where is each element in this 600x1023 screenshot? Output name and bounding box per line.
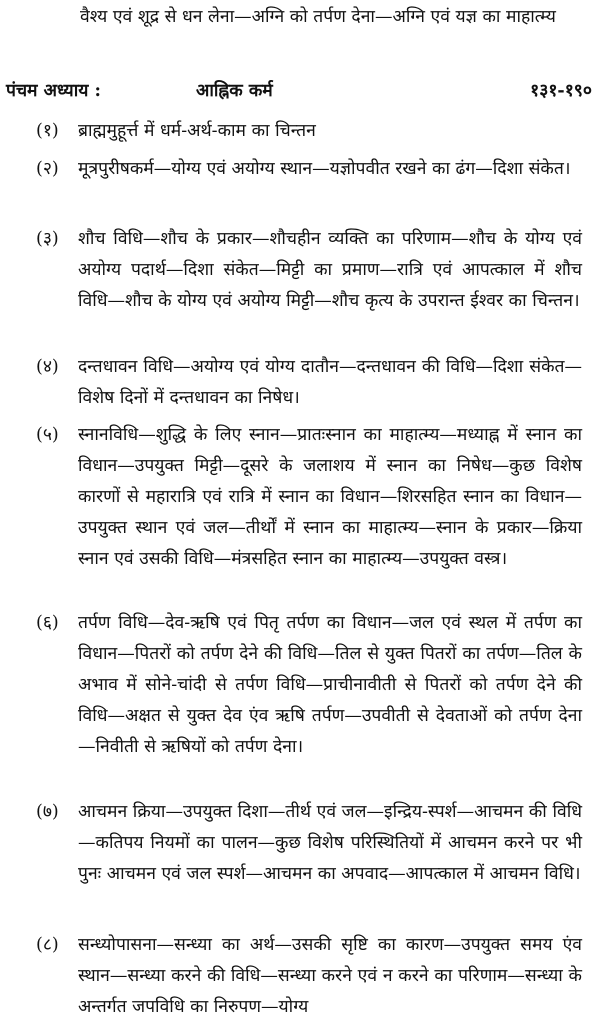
list-item-number: (५) [36,425,59,445]
list-item-text: आचमन क्रिया—उपयुक्त दिशा—तीर्थ एवं जल—इन्द्रिय-स्पर्श—आचमन की विधि—कतिपय नियमों का पालन—कुछ विशेष परिस्थितियों में आचमन करने पर भी पुनः आचमन एवं जल स्पर्श—आचमन का अपवाद—आपत्काल में आचमन विधि। [78,802,582,884]
list-item-text: तर्पण विधि—देव-ऋषि एवं पितृ तर्पण का विधान—जल एवं स्थल में तर्पण का विधान—पितरों को तर्पण देने की विधि—तिल से युक्त पितरों का तर्पण—तिल के अभाव में सोने-चांदी से तर्पण विधि—प्राचीनावीती से पितरों को तर्पण देने की विधि—अक्षत से युक्त देव एंव ऋषि तर्पण—उपवीती से देवताओं को तर्पण देना—निवीती से ऋषियों को तर्पण देना। [78,613,582,757]
list-item-text: ब्राह्ममुहूर्त्त में धर्म-अर्थ-काम का चिन्तन [78,121,316,141]
list-item-number: (३) [36,229,59,249]
chapter-heading [6,78,592,108]
list-item-text: मूत्रपुरीषकर्म—योग्य एवं अयोग्य स्थान—यज्ञोपवीत रखने का ढंग—दिशा संकेत। [78,159,571,179]
chapter-label: पंचम अध्याय : [6,81,101,101]
intro-continuation-text: वैश्य एवं शूद्र से धन लेना—अग्नि को तर्पण देना—अग्नि एवं यज्ञ का माहात्म्य [80,7,556,27]
chapter-page-range: १३१-१९० [530,81,592,101]
list-item-text: शौच विधि—शौच के प्रकार—शौचहीन व्यक्ति का परिणाम—शौच के योग्य एवं अयोग्य पदार्थ—दिशा संकेत—मिट्टी का प्रमाण—रात्रि एवं आपत्काल में शौच विधि—शौच के योग्य एवं अयोग्य मिट्टी—शौच कृत्य के उपरान्त ईश्वर का चिन्तन। [78,229,582,311]
list-item-text: सन्ध्योपासना—सन्ध्या का अर्थ—उसकी सृष्टि का कारण—उपयुक्त समय एंव स्थान—सन्ध्या करने की विधि—सन्ध्या करने एवं न करने का परिणाम—सन्ध्या के अन्तर्गत जपविधि का निरुपण—योग्य [78,935,582,1017]
list-item-text: स्नानविधि—शुद्धि के लिए स्नान—प्रातःस्नान का माहात्म्य—मध्याह्न में स्नान का विधान—उपयुक्त मिट्टी—दूसरे के जलाशय में स्नान का निषेध—कुछ विशेष कारणों से महारात्रि एवं रात्रि में स्नान का विधान—शिरसहित स्नान का विधान—उपयुक्त स्थान एवं जल—तीर्थों में स्नान का माहात्म्य—स्नान के प्रकार—क्रिया स्नान एवं उसकी विधि—मंत्रसहित स्नान का माहात्म्य—उपयुक्त वस्त्र। [78,425,582,569]
chapter-title: आह्निक कर्म [196,81,273,101]
list-item-number: (७) [36,802,59,822]
list-item-number: (८) [36,935,59,955]
list-item-number: (१) [36,121,59,141]
list-item-number: (४) [36,357,59,377]
list-item-number: (२) [36,159,59,179]
list-item-text: दन्तधावन विधि—अयोग्य एवं योग्य दातौन—दन्तधावन की विधि—दिशा संकेत—विशेष दिनों में दन्तधावन का निषेध। [78,357,582,408]
list-item-number: (६) [36,613,59,633]
